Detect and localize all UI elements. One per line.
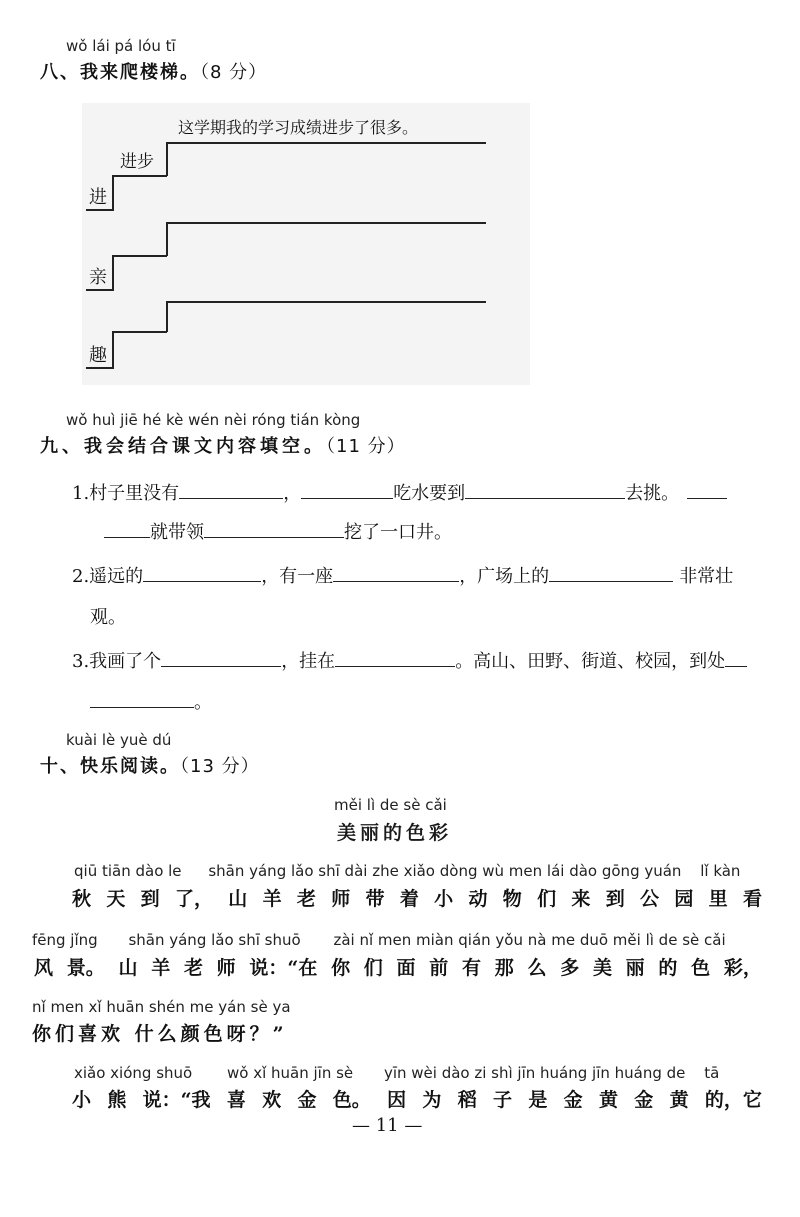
stair-answer-line[interactable] (166, 222, 486, 224)
q3-blank-3[interactable] (725, 648, 747, 667)
passage-line2 (34, 953, 762, 980)
passage-char: 看 (742, 888, 762, 910)
q3-text: 。高山、田野、街道、校园，到处 (455, 651, 726, 672)
passage-char: 秋 (72, 888, 92, 910)
passage-char: 到 (140, 888, 160, 910)
passage-char: 公 (640, 888, 660, 910)
stair-exercise (82, 103, 530, 385)
q2-text: ，广场上的 (459, 566, 550, 587)
passage-char: 的，它 (704, 1089, 762, 1111)
passage-char: 老 (183, 957, 203, 979)
section9-title (40, 432, 406, 458)
q2-text: 非常壮 (679, 566, 734, 587)
passage-char: 金 (297, 1089, 317, 1111)
passage-line3-pinyin: nǐ men xǐ huān shén me yán sè ya (32, 998, 291, 1016)
q3-text: 。 (194, 692, 212, 713)
passage-char: 山 (228, 888, 248, 910)
section8-score: （8 分） (200, 62, 268, 83)
q1-blank-5[interactable] (204, 519, 344, 538)
passage-char: 因 (387, 1089, 407, 1111)
q1-text: 挖了一口井。 (344, 522, 452, 543)
passage-char: 师 (331, 888, 351, 910)
passage-char: 们 (363, 957, 383, 979)
q1-blank-1[interactable] (179, 480, 283, 499)
passage-char: 面 (396, 957, 416, 979)
q1-blank-3[interactable] (465, 480, 625, 499)
pinyin-segment: tā (704, 1064, 720, 1082)
passage-char: 到 (605, 888, 625, 910)
q1-blank-4-cont[interactable] (104, 519, 150, 538)
passage-char: 稻 (457, 1089, 477, 1111)
passage-char: 物 (502, 888, 522, 910)
q2-text: 2.遥远的 (72, 566, 144, 587)
stair-char-1: 进 (89, 187, 107, 208)
q1-line2 (104, 518, 452, 544)
passage-char: 风 (34, 957, 54, 979)
stair-answer-line[interactable] (166, 142, 486, 144)
q1-blank-2[interactable] (301, 480, 393, 499)
passage-char: 景。 (66, 957, 105, 979)
q3-line2 (90, 688, 212, 714)
pinyin-segment: yīn wèi dào zi shì jīn huáng jīn huáng de (383, 1064, 686, 1082)
passage-char: 那 (494, 957, 514, 979)
passage-char: 美 (592, 957, 612, 979)
passage-char: 熊 (107, 1089, 127, 1111)
passage-char: 喜 (226, 1089, 246, 1111)
example-word: 进步 (120, 152, 154, 172)
section10-title-text: 十、快乐阅读。 (40, 756, 180, 777)
section8-title-text: 八、我来爬楼梯。 (40, 62, 200, 83)
pinyin-segment: shān yáng lǎo shī dài zhe xiǎo dòng wù men lái dào gōng yuán (208, 862, 682, 880)
section10-title (40, 752, 260, 778)
pinyin-segment: zài nǐ men miàn qián yǒu nà me duō měi lì de sè cǎi (333, 931, 726, 949)
stair-step[interactable] (112, 255, 167, 257)
q3-blank-1[interactable] (161, 648, 281, 667)
pinyin-segment: wǒ xǐ huān jīn sè (227, 1064, 354, 1082)
q2-blank-2[interactable] (333, 563, 459, 582)
passage-char: 园 (674, 888, 694, 910)
stair-step (112, 175, 167, 177)
passage-char: 你 (331, 957, 351, 979)
q2-blank-3[interactable] (549, 563, 673, 582)
passage-char: 说：“在 (249, 957, 318, 979)
stair-step (86, 367, 114, 369)
passage-char: 有 (462, 957, 482, 979)
q3-text: 3.我画了个 (72, 651, 162, 672)
q2-text: ，有一座 (261, 566, 334, 587)
pinyin-segment: xiǎo xióng shuō (74, 1064, 193, 1082)
stair-char-3: 趣 (89, 345, 107, 366)
stair-riser (112, 255, 114, 290)
q3-text: ，挂在 (281, 651, 336, 672)
stair-step (86, 289, 114, 291)
passage-title-pinyin: měi lì de sè cǎi (334, 796, 447, 814)
passage-char: 金 (634, 1089, 654, 1111)
page-number: — 11 — (352, 1115, 423, 1136)
pinyin-segment: fēng jǐng (32, 931, 98, 949)
section9-score: （11 分） (326, 436, 406, 457)
stair-step (86, 209, 114, 211)
passage-line4-pinyin (74, 1064, 764, 1082)
passage-char: 丽 (625, 957, 645, 979)
passage-char: 动 (468, 888, 488, 910)
stair-riser (166, 301, 168, 332)
stair-riser (112, 331, 114, 368)
section8-pinyin: wǒ lái pá lóu tī (66, 37, 176, 55)
q1-text: 就带领 (150, 522, 204, 543)
passage-char: 师 (216, 957, 236, 979)
q1-blank-4[interactable] (687, 480, 727, 499)
pinyin-segment: lǐ kàn (700, 862, 741, 880)
passage-char: 着 (399, 888, 419, 910)
stair-answer-line[interactable] (166, 301, 486, 303)
passage-char: 为 (422, 1089, 442, 1111)
passage-char: 们 (537, 888, 557, 910)
q2-line2: 观。 (90, 607, 126, 628)
q3-blank-2[interactable] (335, 648, 455, 667)
stair-riser (166, 142, 168, 176)
passage-line1-pinyin (74, 862, 764, 880)
q1-line1 (72, 479, 727, 505)
passage-char: 山 (118, 957, 138, 979)
passage-char: 多 (560, 957, 580, 979)
section9-pinyin: wǒ huì jiē hé kè wén nèi róng tián kòng (66, 411, 361, 429)
q1-text: ， (283, 483, 302, 504)
passage-char: 来 (571, 888, 591, 910)
passage-char: 羊 (151, 957, 171, 979)
q2-blank-1[interactable] (143, 563, 261, 582)
q2-line1 (72, 562, 733, 588)
passage-line1 (72, 884, 762, 911)
section10-score: （13 分） (180, 756, 260, 777)
pinyin-segment: shān yáng lǎo shī shuō (128, 931, 301, 949)
passage-title: 美丽的色彩 (337, 822, 453, 844)
section8-title (40, 58, 267, 84)
passage-char: 说：“我 (142, 1089, 211, 1111)
q3-blank-3-cont[interactable] (90, 689, 194, 708)
passage-line4 (72, 1085, 762, 1112)
passage-char: 金 (563, 1089, 583, 1111)
passage-line3: 你们喜欢 什么颜色呀？” (32, 1023, 288, 1045)
passage-char: 带 (365, 888, 385, 910)
passage-char: 天 (106, 888, 126, 910)
passage-char: 欢 (262, 1089, 282, 1111)
passage-char: 黄 (669, 1089, 689, 1111)
passage-char: 小 (72, 1089, 92, 1111)
passage-char: 色。 (332, 1089, 371, 1111)
passage-char: 羊 (262, 888, 282, 910)
q1-text: 1.村子里没有 (72, 483, 180, 504)
passage-char: 了， (174, 888, 213, 910)
section9-title-text: 九、我会结合课文内容填空。 (40, 436, 326, 457)
q1-text: 去挑。 (625, 483, 680, 504)
passage-char: 么 (527, 957, 547, 979)
example-sentence: 这学期我的学习成绩进步了很多。 (178, 118, 419, 137)
stair-step[interactable] (112, 331, 167, 333)
stair-riser (112, 175, 114, 210)
passage-line2-pinyin (32, 931, 762, 949)
passage-char: 里 (708, 888, 728, 910)
passage-char: 黄 (598, 1089, 618, 1111)
passage-char: 是 (528, 1089, 548, 1111)
passage-char: 老 (296, 888, 316, 910)
passage-char: 的 (658, 957, 678, 979)
q1-text: 吃水要到 (393, 483, 466, 504)
passage-char: 小 (434, 888, 454, 910)
stair-riser (166, 222, 168, 256)
passage-char: 前 (429, 957, 449, 979)
passage-char: 色 (691, 957, 711, 979)
q3-line1 (72, 647, 747, 673)
pinyin-segment: qiū tiān dào le (74, 862, 182, 880)
passage-char: 子 (493, 1089, 513, 1111)
section10-pinyin: kuài lè yuè dú (66, 731, 172, 749)
stair-char-2: 亲 (89, 267, 107, 288)
passage-char: 彩， (723, 957, 762, 979)
